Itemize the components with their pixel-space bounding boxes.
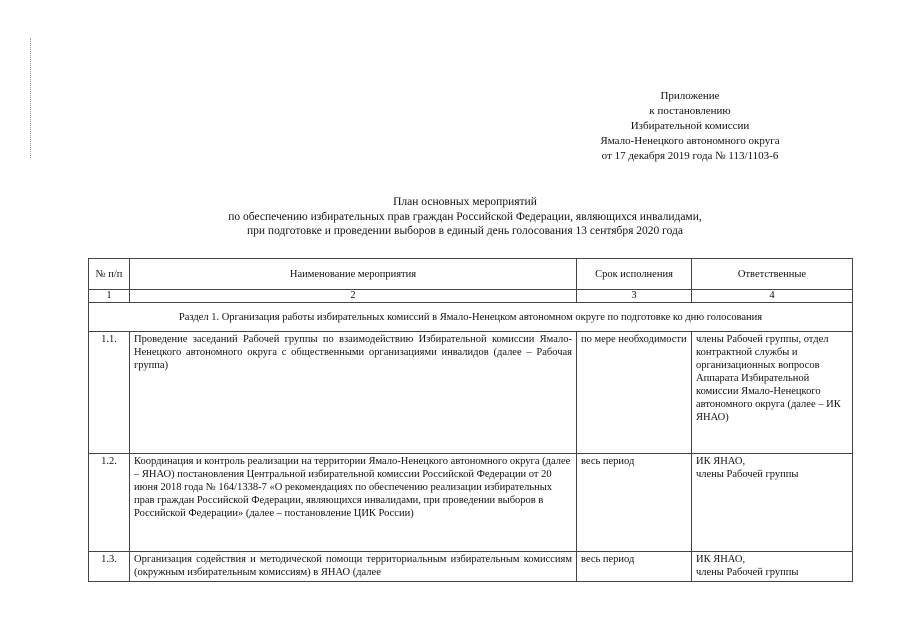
appendix-line: Ямало-Ненецкого автономного округа [600,135,780,147]
header-responsible: Ответственные [692,259,853,290]
row-num: 1.3. [89,552,130,582]
row-num: 1.2. [89,454,130,552]
responsible-line: члены Рабочей группы [696,469,799,480]
row-num: 1.1. [89,332,130,454]
appendix-block [560,89,820,164]
row-deadline: весь период [577,454,692,552]
column-number: 4 [692,290,853,303]
title-line: План основных мероприятий [393,196,537,208]
margin-dotted-line [30,38,31,158]
table-row [89,552,853,582]
responsible-line: члены Рабочей группы [696,567,799,578]
section-title: Раздел 1. Организация работы избирательных комиссий в Ямало-Ненецком автономном округе по подготовке ко дню голосования [89,303,853,332]
table-header-row [89,259,853,290]
row-responsible: члены Рабочей группы, отдел контрактной службы и организационных вопросов Аппарата Избирательной комиссии Ямало-Ненецкого автономного округа (далее – ИК ЯНАО) [692,332,853,454]
responsible-line: ИК ЯНАО, [696,554,746,565]
header-num: № п/п [89,259,130,290]
section-row [89,303,853,332]
column-number: 2 [130,290,577,303]
row-name: Координация и контроль реализации на территории Ямало-Ненецкого автономного округа (далее – ЯНАО) постановления Центральной избирательной комиссии Российской Федерации от 20 июня 2018 года № 164/1338-7 «О рекомендациях по обеспечению реализации избирательных прав граждан Российской Федерации, являющихся инвалидами, при проведении выборов в Российской Федерации» (далее – постановление ЦИК России) [130,454,577,552]
row-responsible [692,552,853,582]
title-line: при подготовке и проведении выборов в единый день голосования 13 сентября 2020 года [247,225,683,237]
column-number: 1 [89,290,130,303]
title-line: по обеспечению избирательных прав граждан Российской Федерации, являющихся инвалидами, [228,210,702,223]
appendix-line: Избирательной комиссии [630,120,750,132]
appendix-line: от 17 декабря 2019 года № 113/1103-6 [601,150,779,162]
table-row [89,454,853,552]
appendix-line: Приложение [660,90,720,102]
document-title [120,195,810,239]
appendix-line: к постановлению [649,105,731,117]
row-deadline: весь период [577,552,692,582]
column-number: 3 [577,290,692,303]
header-name: Наименование мероприятия [130,259,577,290]
events-table [88,258,853,582]
table-row [89,332,853,454]
column-numbers-row [89,290,853,303]
row-name: Организация содействия и методической помощи территориальным избирательным комиссиям (окружным избирательным комиссиям) в ЯНАО (далее [130,552,577,582]
row-responsible [692,454,853,552]
responsible-line: ИК ЯНАО, [696,456,746,467]
row-name: Проведение заседаний Рабочей группы по взаимодействию Избирательной комиссии Ямало-Ненецкого автономного округа с общественными организациями инвалидов (далее – Рабочая группа) [130,332,577,454]
header-deadline: Срок исполнения [577,259,692,290]
row-deadline: по мере необходимости [577,332,692,454]
